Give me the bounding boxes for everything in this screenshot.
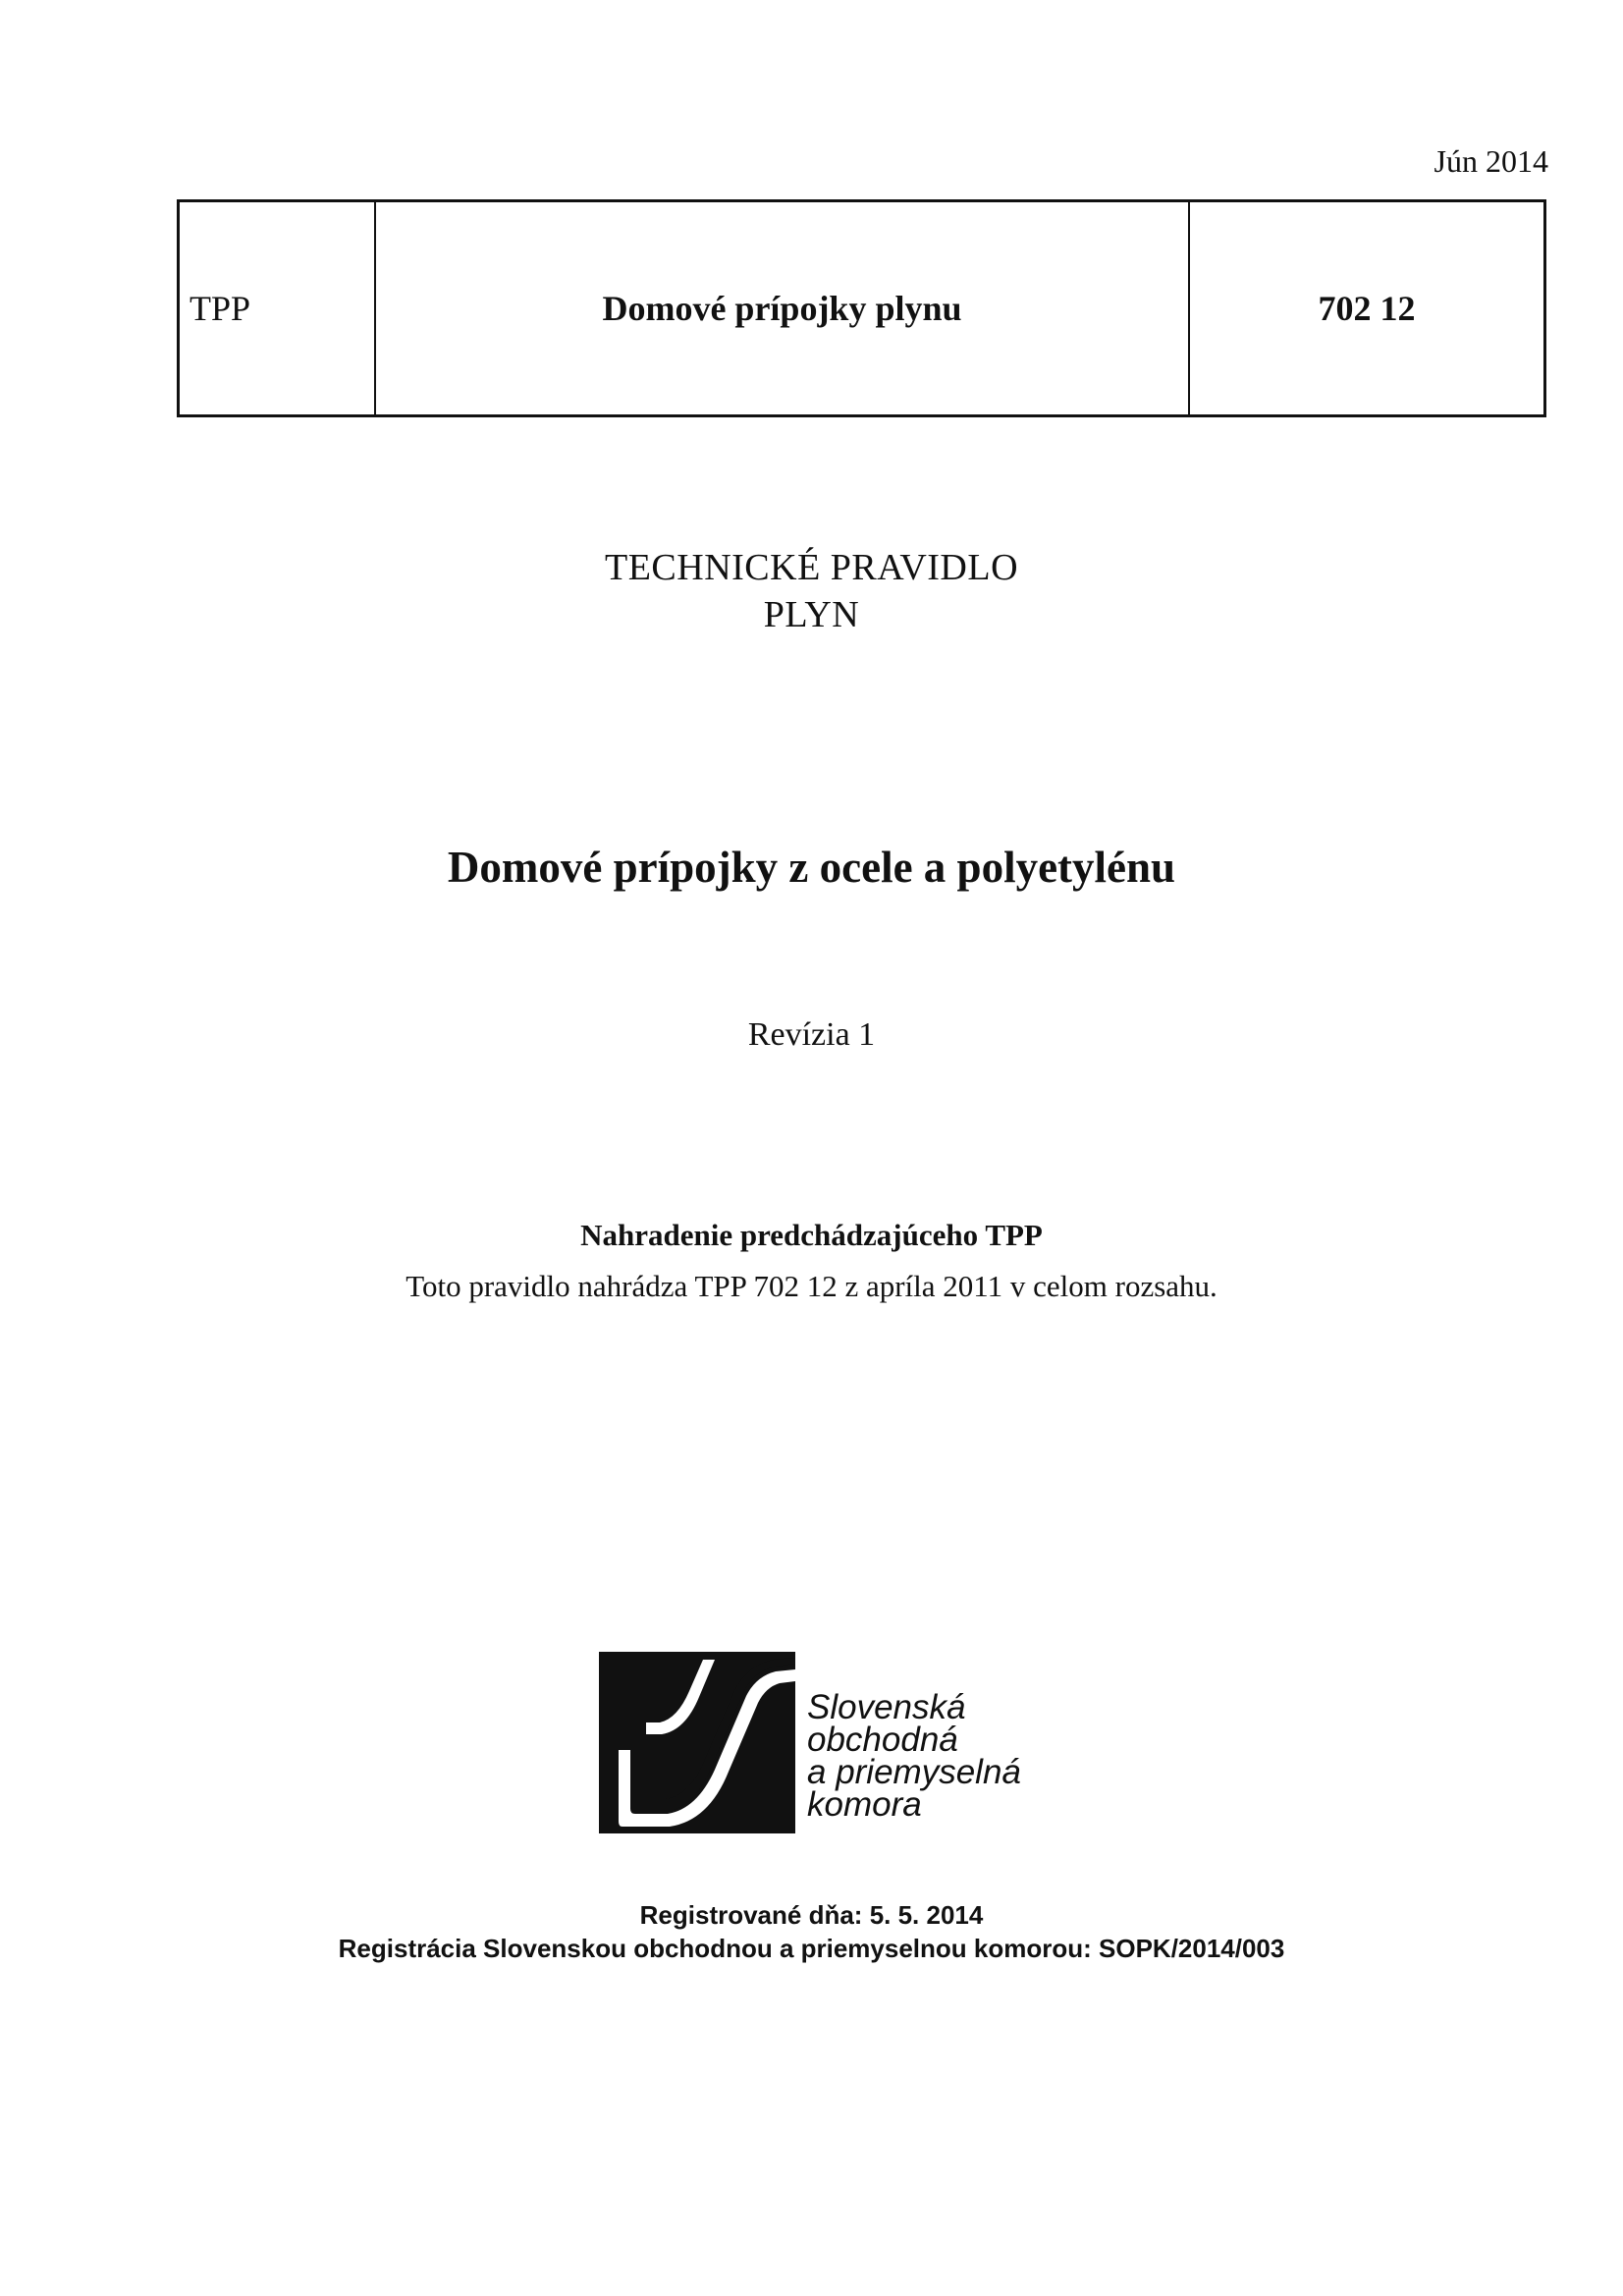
revision-label: Revízia 1 [747, 1016, 876, 1053]
header-table [177, 199, 1546, 417]
document-kind [0, 544, 1623, 638]
document-number: 702 12 [1318, 289, 1416, 328]
logo-line2: obchodná [807, 1721, 958, 1759]
main-title: Domové prípojky z ocele a polyetylénu [447, 843, 1176, 892]
sopk-logo-mark [599, 1652, 795, 1833]
document-kind-line1: TECHNICKÉ PRAVIDLO [604, 547, 1019, 588]
replacement-text: Toto pravidlo nahrádza TPP 702 12 z apríla 2011 v celom rozsahu. [406, 1269, 1217, 1303]
registration-date: Registrované dňa: 5. 5. 2014 [639, 1900, 984, 1930]
document-date: Jún 2014 [1434, 143, 1548, 179]
logo-line3: a priemyselná [807, 1753, 1021, 1791]
logo-line1: Slovenská [807, 1688, 966, 1726]
replacement-heading: Nahradenie predchádzajúceho TPP [580, 1218, 1043, 1252]
document-type: TPP [180, 202, 376, 414]
sopk-logo-text [807, 1688, 1021, 1824]
document-kind-line2: PLYN [763, 594, 860, 635]
registration-text: Registrácia Slovenskou obchodnou a priemyselnou komorou: SOPK/2014/003 [338, 1934, 1285, 1963]
header-title: Domové prípojky plynu [376, 202, 1190, 414]
logo-line4: komora [807, 1785, 922, 1824]
sopk-logo [599, 1652, 1021, 1833]
